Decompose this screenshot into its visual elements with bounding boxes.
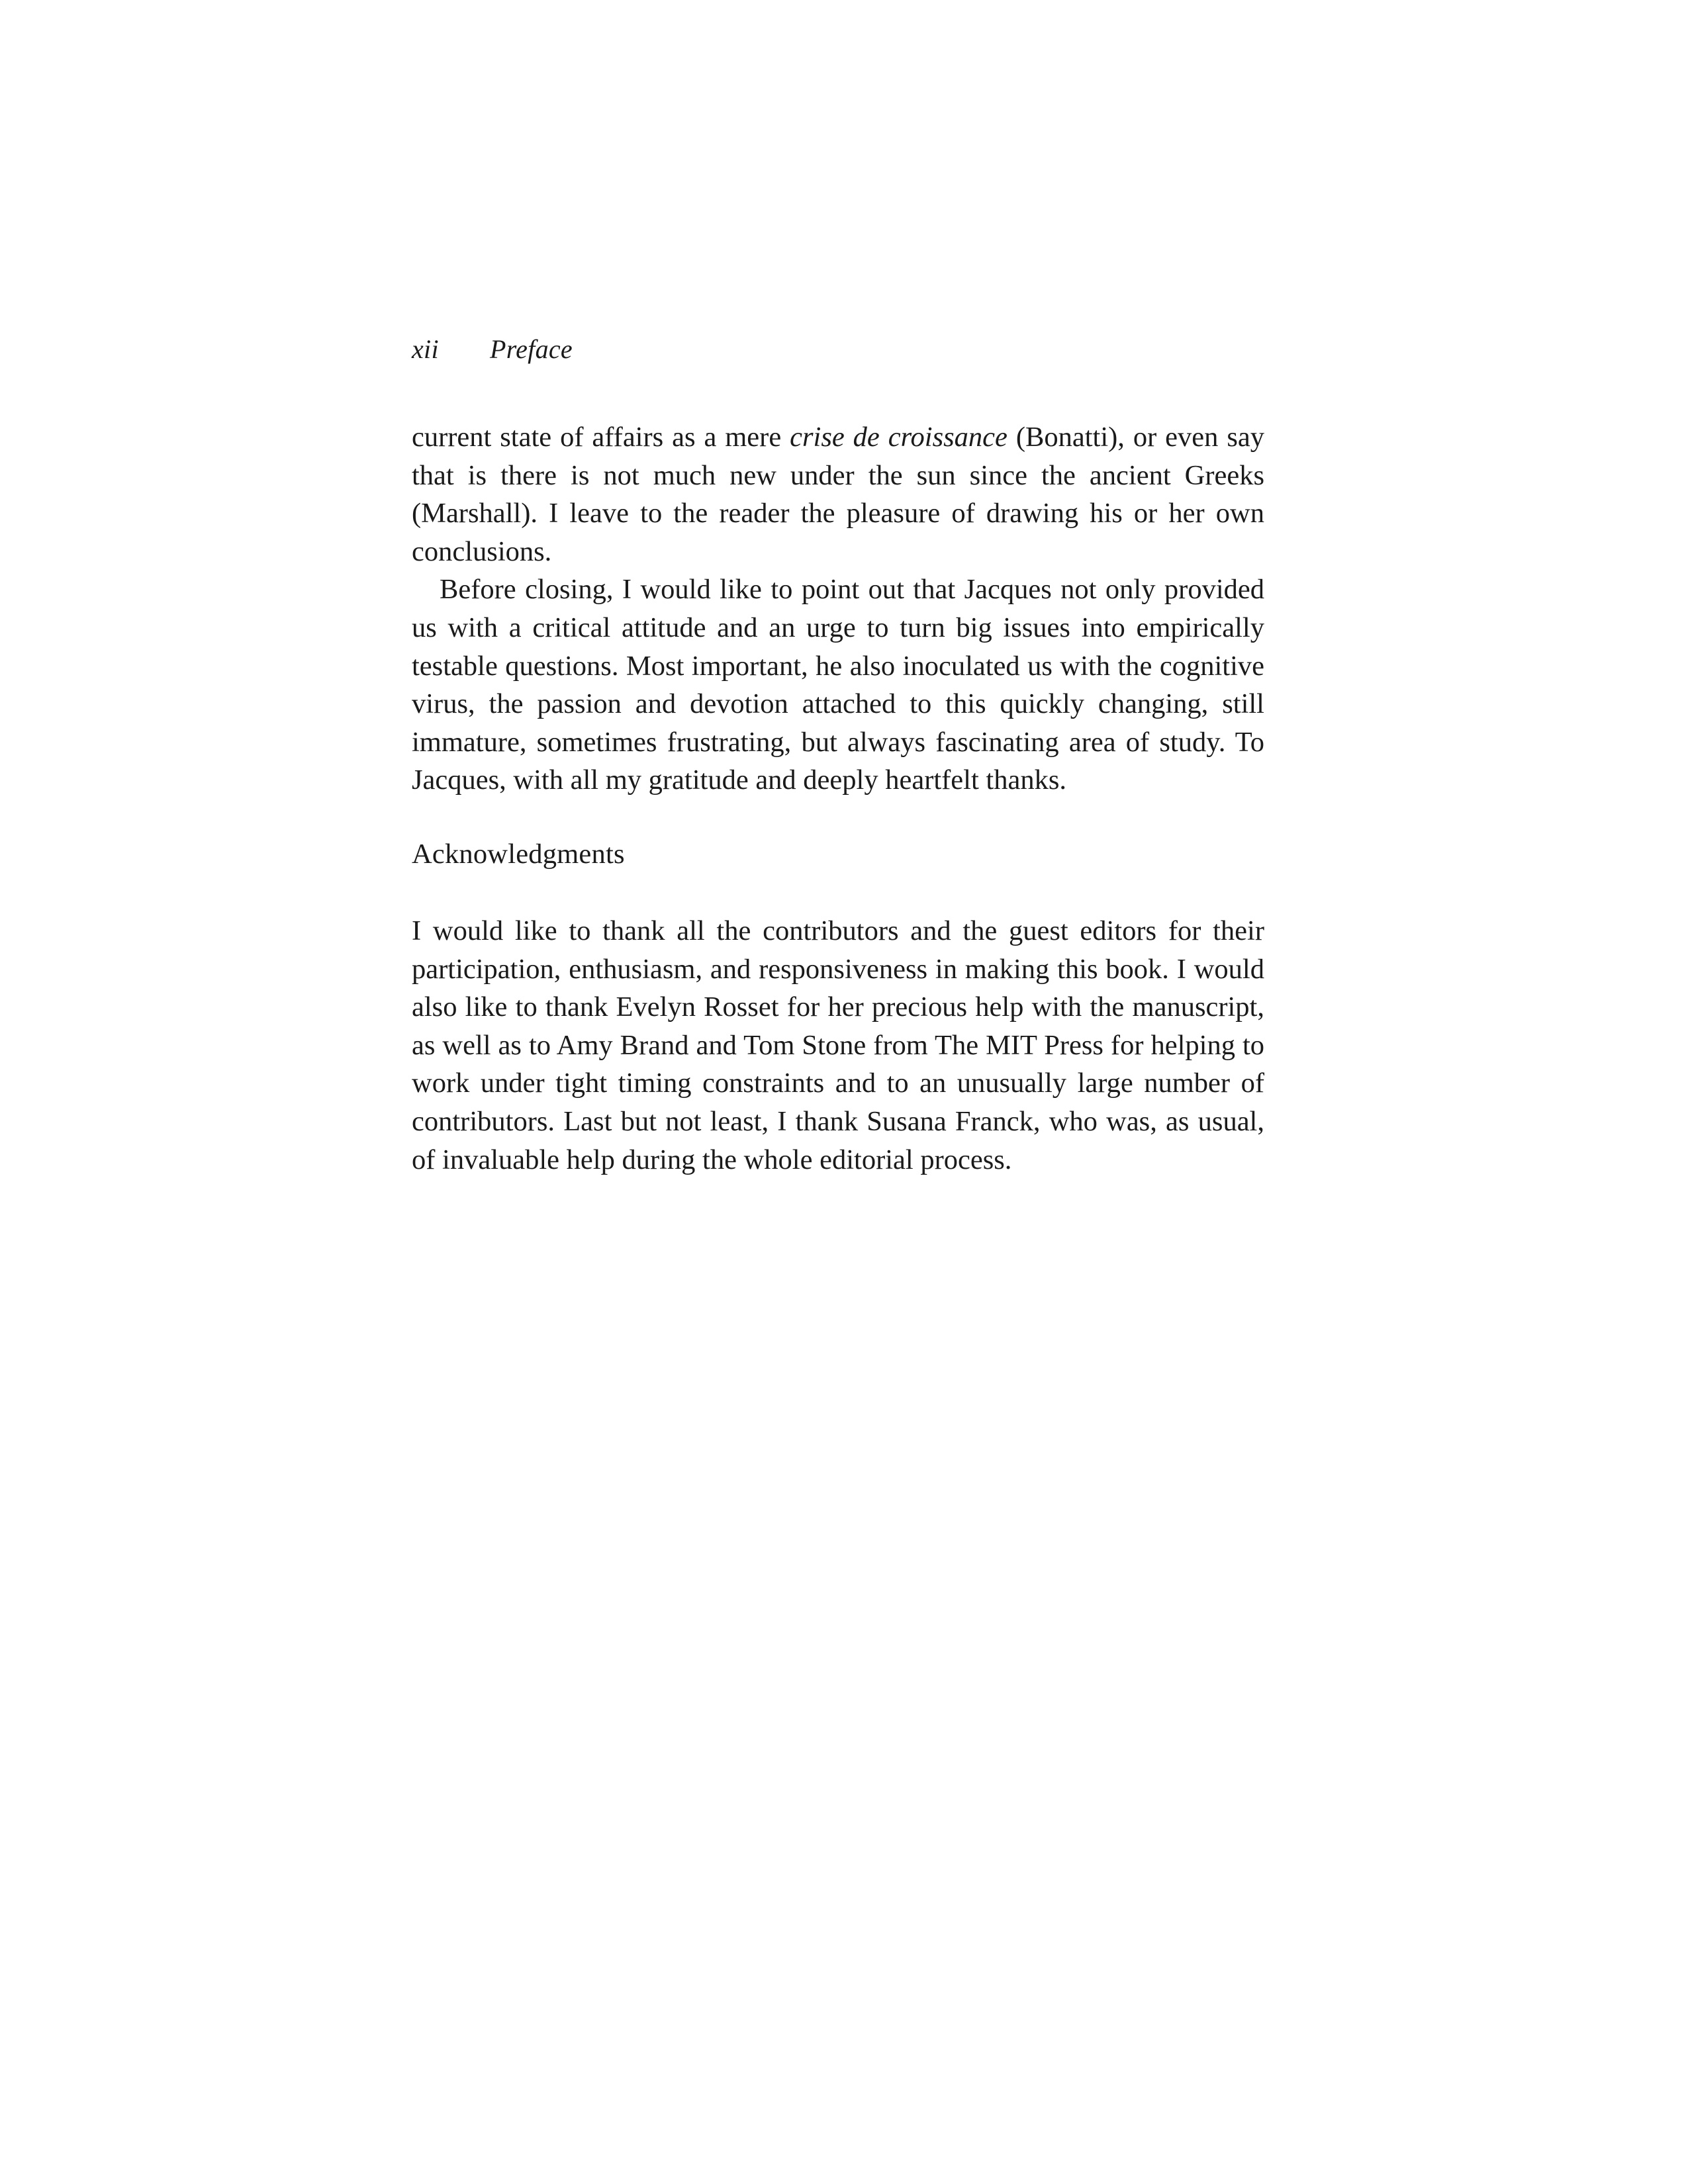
- chapter-title: Preface: [490, 334, 573, 364]
- acknowledgments-body: [412, 912, 1264, 1179]
- paragraph-1: [412, 418, 1264, 570]
- preface-body: [412, 418, 1264, 799]
- acknowledgments-paragraph: I would like to thank all the contributors and the guest editors for their participation, enthusiasm, and responsiveness in making this book. I would also like to thank Evelyn Rosset for her precious help with the manuscript, as well as to Amy Brand and Tom Stone from The MIT Press for helping to work under tight timing constraints and to an unusually large number of contributors. Last but not least, I thank Susana Franck, who was, as usual, of invaluable help during the whole editorial process.: [412, 915, 1264, 1175]
- running-head: [412, 336, 573, 363]
- paragraph-1-italic-phrase: crise de croissance: [790, 422, 1008, 453]
- page-number: xii: [412, 334, 439, 364]
- paragraph-1-start: current state of affairs as a mere: [412, 422, 790, 453]
- acknowledgments-heading: Acknowledgments: [412, 839, 625, 870]
- book-page: [412, 0, 1264, 2184]
- paragraph-1-end: (Bonatti), or even say that is there is not much new under the sun since the ancient Greeks (Marshall). I leave to the reader the pleasure of drawing his or her own conclusions.: [412, 422, 1264, 567]
- paragraph-2: Before closing, I would like to point out that Jacques not only provided us with a critical attitude and an urge to turn big issues into empirically testable questions. Most important, he also inoculated us with the cognitive virus, the passion and devotion attached to this quickly changing, still immature, sometimes frustrating, but always fascinating area of study. To Jacques, with all my gratitude and deeply heartfelt thanks.: [412, 574, 1264, 796]
